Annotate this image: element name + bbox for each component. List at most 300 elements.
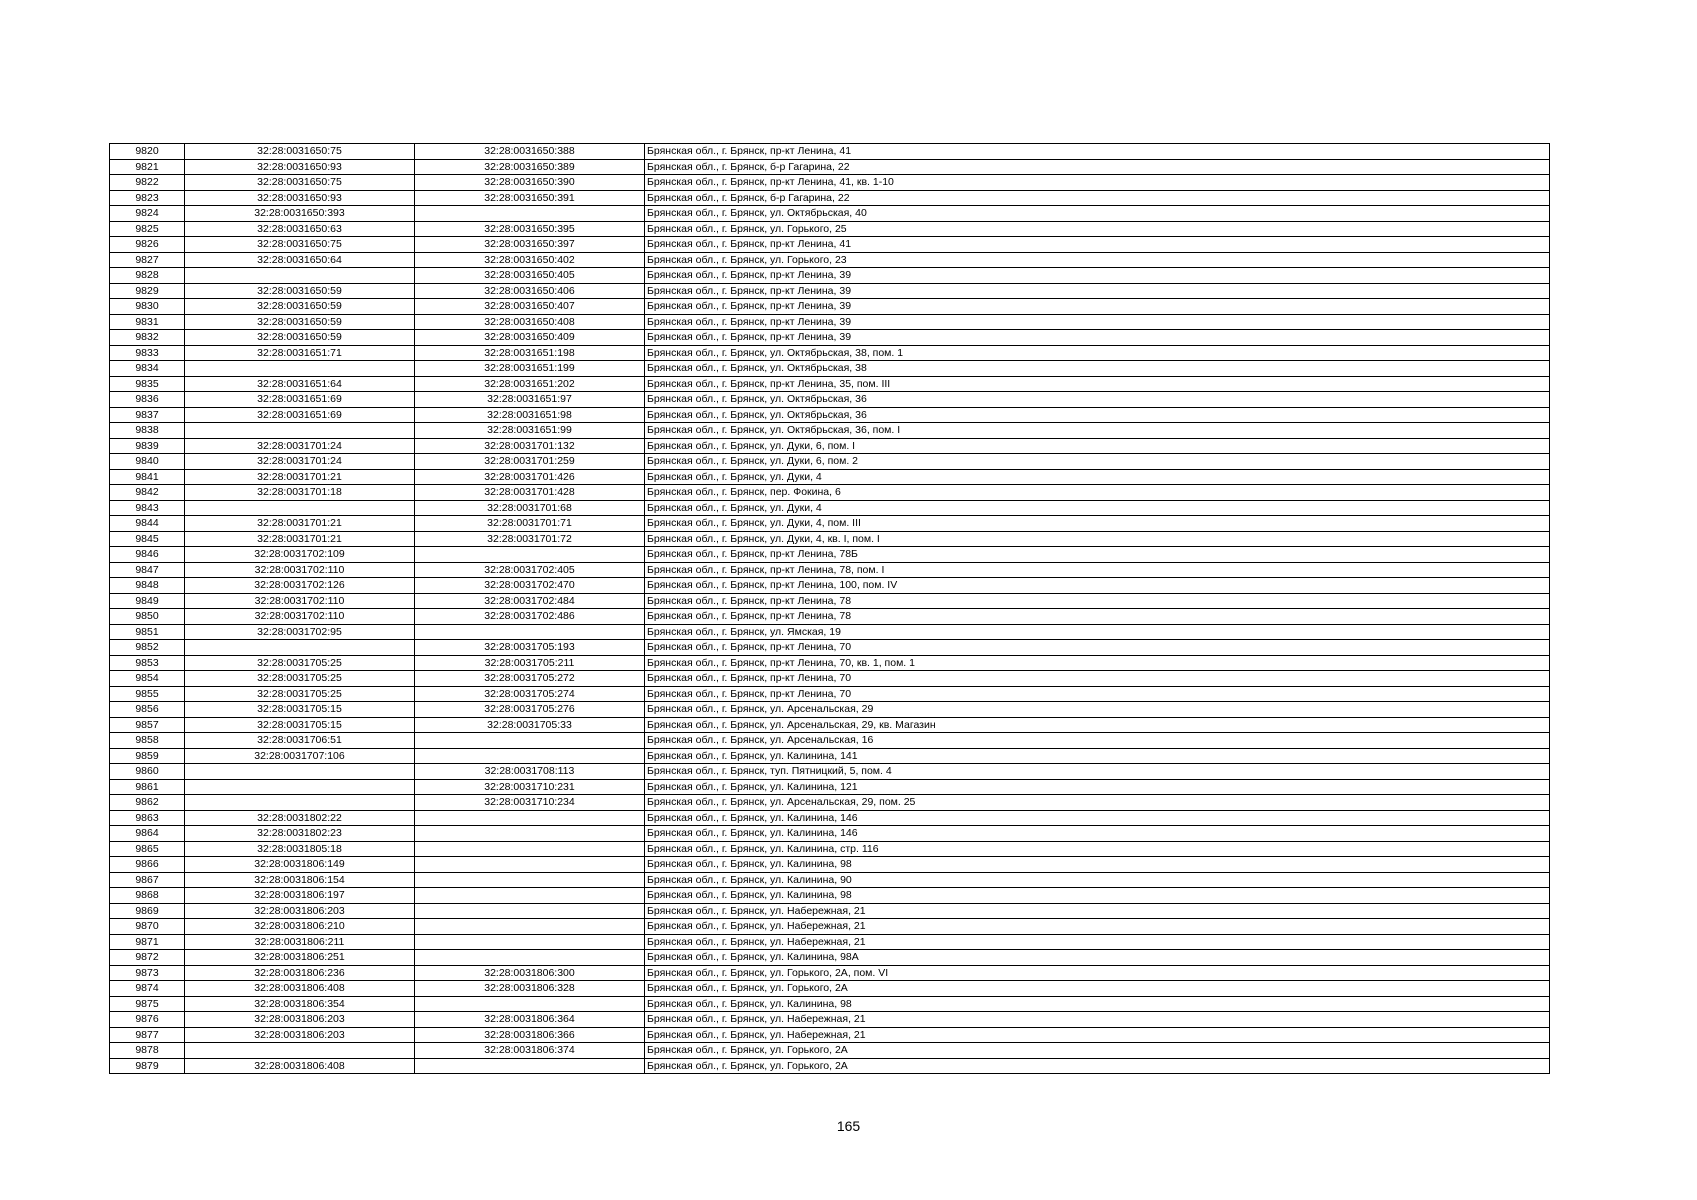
address-cell: Брянская обл., г. Брянск, пр-кт Ленина, 39: [645, 283, 1550, 299]
table-row: [110, 593, 1550, 609]
row-number-cell: 9841: [110, 469, 185, 485]
object-cadastral-number-cell: 32:28:0031708:113: [415, 764, 645, 780]
row-number-cell: 9827: [110, 252, 185, 268]
object-cadastral-number-cell: 32:28:0031651:202: [415, 376, 645, 392]
row-number-cell: 9865: [110, 841, 185, 857]
row-number-cell: 9844: [110, 516, 185, 532]
object-cadastral-number-cell: 32:28:0031701:68: [415, 500, 645, 516]
address-cell: Брянская обл., г. Брянск, ул. Набережная, 21: [645, 919, 1550, 935]
row-number-cell: 9867: [110, 872, 185, 888]
address-cell: Брянская обл., г. Брянск, ул. Горького, 23: [645, 252, 1550, 268]
object-cadastral-number-cell: 32:28:0031650:389: [415, 159, 645, 175]
object-cadastral-number-cell: [415, 934, 645, 950]
address-cell: Брянская обл., г. Брянск, ул. Калинина, 90: [645, 872, 1550, 888]
table-row: [110, 981, 1550, 997]
address-cell: Брянская обл., г. Брянск, ул. Калинина, стр. 116: [645, 841, 1550, 857]
table-row: [110, 702, 1550, 718]
table-row: [110, 826, 1550, 842]
object-cadastral-number-cell: 32:28:0031650:407: [415, 299, 645, 315]
row-number-cell: 9866: [110, 857, 185, 873]
object-cadastral-number-cell: [415, 733, 645, 749]
land-cadastral-number-cell: 32:28:0031701:18: [185, 485, 415, 501]
land-cadastral-number-cell: [185, 795, 415, 811]
address-cell: Брянская обл., г. Брянск, ул. Дуки, 4: [645, 500, 1550, 516]
table-row: [110, 655, 1550, 671]
table-row: [110, 671, 1550, 687]
table-row: [110, 252, 1550, 268]
row-number-cell: 9839: [110, 438, 185, 454]
table-row: [110, 438, 1550, 454]
table-row: [110, 624, 1550, 640]
address-cell: Брянская обл., г. Брянск, пр-кт Ленина, 78: [645, 593, 1550, 609]
row-number-cell: 9843: [110, 500, 185, 516]
object-cadastral-number-cell: [415, 950, 645, 966]
object-cadastral-number-cell: [415, 206, 645, 222]
row-number-cell: 9877: [110, 1027, 185, 1043]
object-cadastral-number-cell: 32:28:0031705:211: [415, 655, 645, 671]
land-cadastral-number-cell: 32:28:0031651:69: [185, 407, 415, 423]
object-cadastral-number-cell: 32:28:0031806:364: [415, 1012, 645, 1028]
address-cell: Брянская обл., г. Брянск, б-р Гагарина, 22: [645, 190, 1550, 206]
address-cell: Брянская обл., г. Брянск, ул. Октябрьская, 38, пом. 1: [645, 345, 1550, 361]
table-row: [110, 206, 1550, 222]
page-number: 165: [836, 1118, 861, 1134]
row-number-cell: 9872: [110, 950, 185, 966]
row-number-cell: 9846: [110, 547, 185, 563]
object-cadastral-number-cell: [415, 919, 645, 935]
land-cadastral-number-cell: [185, 779, 415, 795]
land-cadastral-number-cell: 32:28:0031650:59: [185, 283, 415, 299]
address-cell: Брянская обл., г. Брянск, пр-кт Ленина, 35, пом. III: [645, 376, 1550, 392]
object-cadastral-number-cell: [415, 826, 645, 842]
address-cell: Брянская обл., г. Брянск, ул. Калинина, 146: [645, 810, 1550, 826]
address-cell: Брянская обл., г. Брянск, ул. Ямская, 19: [645, 624, 1550, 640]
object-cadastral-number-cell: 32:28:0031650:406: [415, 283, 645, 299]
table-row: [110, 407, 1550, 423]
table-row: [110, 361, 1550, 377]
object-cadastral-number-cell: 32:28:0031651:199: [415, 361, 645, 377]
address-cell: Брянская обл., г. Брянск, ул. Набережная, 21: [645, 903, 1550, 919]
object-cadastral-number-cell: [415, 748, 645, 764]
address-cell: Брянская обл., г. Брянск, пр-кт Ленина, 39: [645, 330, 1550, 346]
land-cadastral-number-cell: 32:28:0031806:203: [185, 903, 415, 919]
object-cadastral-number-cell: 32:28:0031702:486: [415, 609, 645, 625]
address-cell: Брянская обл., г. Брянск, пр-кт Ленина, 41, кв. 1-10: [645, 175, 1550, 191]
land-cadastral-number-cell: 32:28:0031650:59: [185, 299, 415, 315]
address-cell: Брянская обл., г. Брянск, пр-кт Ленина, 41: [645, 237, 1550, 253]
object-cadastral-number-cell: 32:28:0031705:272: [415, 671, 645, 687]
object-cadastral-number-cell: 32:28:0031702:470: [415, 578, 645, 594]
address-cell: Брянская обл., г. Брянск, ул. Дуки, 4, кв. I, пом. I: [645, 531, 1550, 547]
object-cadastral-number-cell: 32:28:0031651:98: [415, 407, 645, 423]
address-cell: Брянская обл., г. Брянск, пр-кт Ленина, 70: [645, 671, 1550, 687]
object-cadastral-number-cell: 32:28:0031650:388: [415, 144, 645, 160]
address-cell: Брянская обл., г. Брянск, пр-кт Ленина, 39: [645, 299, 1550, 315]
row-number-cell: 9859: [110, 748, 185, 764]
address-cell: Брянская обл., г. Брянск, б-р Гагарина, 22: [645, 159, 1550, 175]
table-row: [110, 919, 1550, 935]
row-number-cell: 9871: [110, 934, 185, 950]
land-cadastral-number-cell: 32:28:0031701:21: [185, 469, 415, 485]
object-cadastral-number-cell: [415, 872, 645, 888]
object-cadastral-number-cell: 32:28:0031650:402: [415, 252, 645, 268]
object-cadastral-number-cell: 32:28:0031702:405: [415, 562, 645, 578]
row-number-cell: 9847: [110, 562, 185, 578]
address-cell: Брянская обл., г. Брянск, ул. Арсенальская, 29: [645, 702, 1550, 718]
table-row: [110, 314, 1550, 330]
table-row: [110, 748, 1550, 764]
table-row: [110, 686, 1550, 702]
object-cadastral-number-cell: 32:28:0031806:328: [415, 981, 645, 997]
row-number-cell: 9828: [110, 268, 185, 284]
land-cadastral-number-cell: 32:28:0031802:22: [185, 810, 415, 826]
land-cadastral-number-cell: [185, 500, 415, 516]
object-cadastral-number-cell: [415, 547, 645, 563]
row-number-cell: 9864: [110, 826, 185, 842]
row-number-cell: 9855: [110, 686, 185, 702]
address-cell: Брянская обл., г. Брянск, пер. Фокина, 6: [645, 485, 1550, 501]
row-number-cell: 9878: [110, 1043, 185, 1059]
land-cadastral-number-cell: 32:28:0031806:203: [185, 1027, 415, 1043]
address-cell: Брянская обл., г. Брянск, ул. Арсенальская, 29, кв. Магазин: [645, 717, 1550, 733]
row-number-cell: 9837: [110, 407, 185, 423]
object-cadastral-number-cell: 32:28:0031650:408: [415, 314, 645, 330]
object-cadastral-number-cell: 32:28:0031650:391: [415, 190, 645, 206]
table-row: [110, 283, 1550, 299]
row-number-cell: 9833: [110, 345, 185, 361]
row-number-cell: 9850: [110, 609, 185, 625]
land-cadastral-number-cell: 32:28:0031650:393: [185, 206, 415, 222]
row-number-cell: 9831: [110, 314, 185, 330]
table-row: [110, 764, 1550, 780]
address-cell: Брянская обл., г. Брянск, ул. Набережная, 21: [645, 1027, 1550, 1043]
row-number-cell: 9824: [110, 206, 185, 222]
address-cell: Брянская обл., г. Брянск, ул. Октябрьская, 36, пом. I: [645, 423, 1550, 439]
address-cell: Брянская обл., г. Брянск, ул. Горького, 2А, пом. VI: [645, 965, 1550, 981]
address-cell: Брянская обл., г. Брянск, ул. Октябрьская, 40: [645, 206, 1550, 222]
table-row: [110, 299, 1550, 315]
land-cadastral-number-cell: 32:28:0031705:25: [185, 671, 415, 687]
row-number-cell: 9856: [110, 702, 185, 718]
table-row: [110, 779, 1550, 795]
address-cell: Брянская обл., г. Брянск, ул. Калинина, 121: [645, 779, 1550, 795]
row-number-cell: 9876: [110, 1012, 185, 1028]
land-cadastral-number-cell: 32:28:0031806:149: [185, 857, 415, 873]
row-number-cell: 9834: [110, 361, 185, 377]
row-number-cell: 9830: [110, 299, 185, 315]
table-row: [110, 1027, 1550, 1043]
table-row: [110, 144, 1550, 160]
address-cell: Брянская обл., г. Брянск, ул. Набережная, 21: [645, 1012, 1550, 1028]
address-cell: Брянская обл., г. Брянск, ул. Калинина, 98: [645, 857, 1550, 873]
row-number-cell: 9874: [110, 981, 185, 997]
object-cadastral-number-cell: 32:28:0031806:374: [415, 1043, 645, 1059]
land-cadastral-number-cell: 32:28:0031702:109: [185, 547, 415, 563]
table-row: [110, 903, 1550, 919]
object-cadastral-number-cell: 32:28:0031710:234: [415, 795, 645, 811]
address-cell: Брянская обл., г. Брянск, туп. Пятницкий, 5, пом. 4: [645, 764, 1550, 780]
row-number-cell: 9857: [110, 717, 185, 733]
object-cadastral-number-cell: 32:28:0031705:193: [415, 640, 645, 656]
land-cadastral-number-cell: 32:28:0031701:24: [185, 454, 415, 470]
row-number-cell: 9879: [110, 1058, 185, 1074]
table-row: [110, 1043, 1550, 1059]
table-row: [110, 376, 1550, 392]
address-cell: Брянская обл., г. Брянск, пр-кт Ленина, 70, кв. 1, пом. 1: [645, 655, 1550, 671]
table-row: [110, 469, 1550, 485]
object-cadastral-number-cell: [415, 624, 645, 640]
land-cadastral-number-cell: [185, 640, 415, 656]
object-cadastral-number-cell: [415, 903, 645, 919]
land-cadastral-number-cell: 32:28:0031650:59: [185, 330, 415, 346]
table-row: [110, 996, 1550, 1012]
land-cadastral-number-cell: 32:28:0031650:75: [185, 144, 415, 160]
address-cell: Брянская обл., г. Брянск, ул. Горького, 2А: [645, 1058, 1550, 1074]
address-cell: Брянская обл., г. Брянск, ул. Калинина, 98: [645, 888, 1550, 904]
object-cadastral-number-cell: 32:28:0031705:33: [415, 717, 645, 733]
table-row: [110, 330, 1550, 346]
object-cadastral-number-cell: 32:28:0031650:390: [415, 175, 645, 191]
land-cadastral-number-cell: 32:28:0031806:197: [185, 888, 415, 904]
address-cell: Брянская обл., г. Брянск, пр-кт Ленина, 100, пом. IV: [645, 578, 1550, 594]
table-row: [110, 268, 1550, 284]
land-cadastral-number-cell: 32:28:0031806:203: [185, 1012, 415, 1028]
land-cadastral-number-cell: [185, 1043, 415, 1059]
land-cadastral-number-cell: 32:28:0031705:25: [185, 686, 415, 702]
land-cadastral-number-cell: 32:28:0031651:69: [185, 392, 415, 408]
object-cadastral-number-cell: [415, 888, 645, 904]
table-row: [110, 190, 1550, 206]
land-cadastral-number-cell: 32:28:0031701:24: [185, 438, 415, 454]
row-number-cell: 9838: [110, 423, 185, 439]
land-cadastral-number-cell: [185, 268, 415, 284]
row-number-cell: 9863: [110, 810, 185, 826]
row-number-cell: 9852: [110, 640, 185, 656]
table-row: [110, 950, 1550, 966]
address-cell: Брянская обл., г. Брянск, ул. Калинина, 141: [645, 748, 1550, 764]
land-cadastral-number-cell: 32:28:0031707:106: [185, 748, 415, 764]
row-number-cell: 9840: [110, 454, 185, 470]
address-cell: Брянская обл., г. Брянск, ул. Арсенальская, 16: [645, 733, 1550, 749]
table-row: [110, 531, 1550, 547]
land-cadastral-number-cell: 32:28:0031702:110: [185, 593, 415, 609]
table-row: [110, 175, 1550, 191]
address-cell: Брянская обл., г. Брянск, ул. Арсенальская, 29, пом. 25: [645, 795, 1550, 811]
address-cell: Брянская обл., г. Брянск, ул. Октябрьская, 36: [645, 392, 1550, 408]
object-cadastral-number-cell: 32:28:0031650:409: [415, 330, 645, 346]
address-cell: Брянская обл., г. Брянск, пр-кт Ленина, 78, пом. I: [645, 562, 1550, 578]
object-cadastral-number-cell: 32:28:0031701:426: [415, 469, 645, 485]
row-number-cell: 9862: [110, 795, 185, 811]
object-cadastral-number-cell: 32:28:0031701:428: [415, 485, 645, 501]
table-row: [110, 562, 1550, 578]
object-cadastral-number-cell: 32:28:0031701:71: [415, 516, 645, 532]
address-cell: Брянская обл., г. Брянск, пр-кт Ленина, 78: [645, 609, 1550, 625]
row-number-cell: 9858: [110, 733, 185, 749]
table-row: [110, 841, 1550, 857]
table-row: [110, 454, 1550, 470]
row-number-cell: 9842: [110, 485, 185, 501]
table-row: [110, 159, 1550, 175]
land-cadastral-number-cell: 32:28:0031806:408: [185, 981, 415, 997]
table-row: [110, 423, 1550, 439]
land-cadastral-number-cell: 32:28:0031806:354: [185, 996, 415, 1012]
address-cell: Брянская обл., г. Брянск, ул. Калинина, 98А: [645, 950, 1550, 966]
table-row: [110, 888, 1550, 904]
land-cadastral-number-cell: 32:28:0031702:95: [185, 624, 415, 640]
land-cadastral-number-cell: [185, 361, 415, 377]
land-cadastral-number-cell: 32:28:0031651:71: [185, 345, 415, 361]
table-row: [110, 810, 1550, 826]
table-row: [110, 934, 1550, 950]
land-cadastral-number-cell: 32:28:0031702:110: [185, 609, 415, 625]
row-number-cell: 9835: [110, 376, 185, 392]
land-cadastral-number-cell: 32:28:0031806:210: [185, 919, 415, 935]
row-number-cell: 9845: [110, 531, 185, 547]
table-row: [110, 485, 1550, 501]
table-row: [110, 500, 1550, 516]
address-cell: Брянская обл., г. Брянск, пр-кт Ленина, 39: [645, 268, 1550, 284]
land-cadastral-number-cell: 32:28:0031650:93: [185, 159, 415, 175]
table-row: [110, 392, 1550, 408]
object-cadastral-number-cell: 32:28:0031650:395: [415, 221, 645, 237]
object-cadastral-number-cell: 32:28:0031701:132: [415, 438, 645, 454]
row-number-cell: 9836: [110, 392, 185, 408]
address-cell: Брянская обл., г. Брянск, ул. Горького, 25: [645, 221, 1550, 237]
object-cadastral-number-cell: 32:28:0031701:72: [415, 531, 645, 547]
land-cadastral-number-cell: 32:28:0031650:93: [185, 190, 415, 206]
land-cadastral-number-cell: 32:28:0031701:21: [185, 531, 415, 547]
row-number-cell: 9853: [110, 655, 185, 671]
row-number-cell: 9873: [110, 965, 185, 981]
row-number-cell: 9860: [110, 764, 185, 780]
object-cadastral-number-cell: 32:28:0031702:484: [415, 593, 645, 609]
table-row: [110, 733, 1550, 749]
address-cell: Брянская обл., г. Брянск, ул. Калинина, 98: [645, 996, 1550, 1012]
land-cadastral-number-cell: 32:28:0031705:15: [185, 702, 415, 718]
land-cadastral-number-cell: 32:28:0031650:64: [185, 252, 415, 268]
address-cell: Брянская обл., г. Брянск, ул. Дуки, 4: [645, 469, 1550, 485]
address-cell: Брянская обл., г. Брянск, ул. Октябрьская, 38: [645, 361, 1550, 377]
object-cadastral-number-cell: [415, 1058, 645, 1074]
table-row: [110, 1058, 1550, 1074]
table-row: [110, 345, 1550, 361]
object-cadastral-number-cell: [415, 810, 645, 826]
land-cadastral-number-cell: 32:28:0031651:64: [185, 376, 415, 392]
address-cell: Брянская обл., г. Брянск, ул. Горького, 2А: [645, 1043, 1550, 1059]
land-cadastral-number-cell: 32:28:0031806:154: [185, 872, 415, 888]
table-body: [110, 144, 1550, 1074]
object-cadastral-number-cell: 32:28:0031701:259: [415, 454, 645, 470]
land-cadastral-number-cell: 32:28:0031701:21: [185, 516, 415, 532]
address-cell: Брянская обл., г. Брянск, пр-кт Ленина, 39: [645, 314, 1550, 330]
land-cadastral-number-cell: 32:28:0031702:110: [185, 562, 415, 578]
row-number-cell: 9825: [110, 221, 185, 237]
row-number-cell: 9822: [110, 175, 185, 191]
row-number-cell: 9832: [110, 330, 185, 346]
table-row: [110, 609, 1550, 625]
row-number-cell: 9829: [110, 283, 185, 299]
row-number-cell: 9869: [110, 903, 185, 919]
land-cadastral-number-cell: 32:28:0031706:51: [185, 733, 415, 749]
object-cadastral-number-cell: 32:28:0031651:97: [415, 392, 645, 408]
table-row: [110, 547, 1550, 563]
row-number-cell: 9854: [110, 671, 185, 687]
land-cadastral-number-cell: 32:28:0031650:59: [185, 314, 415, 330]
address-cell: Брянская обл., г. Брянск, ул. Октябрьская, 36: [645, 407, 1550, 423]
table-row: [110, 578, 1550, 594]
row-number-cell: 9870: [110, 919, 185, 935]
object-cadastral-number-cell: 32:28:0031650:405: [415, 268, 645, 284]
table-row: [110, 717, 1550, 733]
land-cadastral-number-cell: 32:28:0031650:63: [185, 221, 415, 237]
row-number-cell: 9868: [110, 888, 185, 904]
address-cell: Брянская обл., г. Брянск, ул. Дуки, 6, пом. I: [645, 438, 1550, 454]
address-cell: Брянская обл., г. Брянск, ул. Дуки, 6, пом. 2: [645, 454, 1550, 470]
row-number-cell: 9849: [110, 593, 185, 609]
object-cadastral-number-cell: [415, 841, 645, 857]
land-cadastral-number-cell: [185, 764, 415, 780]
table-row: [110, 795, 1550, 811]
cadastral-table: [109, 143, 1550, 1074]
table-row: [110, 857, 1550, 873]
row-number-cell: 9826: [110, 237, 185, 253]
row-number-cell: 9823: [110, 190, 185, 206]
address-cell: Брянская обл., г. Брянск, ул. Калинина, 146: [645, 826, 1550, 842]
land-cadastral-number-cell: [185, 423, 415, 439]
object-cadastral-number-cell: 32:28:0031651:198: [415, 345, 645, 361]
table-row: [110, 965, 1550, 981]
address-cell: Брянская обл., г. Брянск, ул. Набережная, 21: [645, 934, 1550, 950]
table-row: [110, 221, 1550, 237]
land-cadastral-number-cell: 32:28:0031650:75: [185, 175, 415, 191]
table-row: [110, 237, 1550, 253]
row-number-cell: 9875: [110, 996, 185, 1012]
land-cadastral-number-cell: 32:28:0031806:211: [185, 934, 415, 950]
land-cadastral-number-cell: 32:28:0031705:15: [185, 717, 415, 733]
row-number-cell: 9820: [110, 144, 185, 160]
address-cell: Брянская обл., г. Брянск, ул. Дуки, 4, пом. III: [645, 516, 1550, 532]
row-number-cell: 9851: [110, 624, 185, 640]
object-cadastral-number-cell: 32:28:0031806:366: [415, 1027, 645, 1043]
object-cadastral-number-cell: 32:28:0031650:397: [415, 237, 645, 253]
row-number-cell: 9861: [110, 779, 185, 795]
address-cell: Брянская обл., г. Брянск, пр-кт Ленина, 70: [645, 640, 1550, 656]
object-cadastral-number-cell: 32:28:0031710:231: [415, 779, 645, 795]
object-cadastral-number-cell: 32:28:0031651:99: [415, 423, 645, 439]
object-cadastral-number-cell: [415, 996, 645, 1012]
address-cell: Брянская обл., г. Брянск, пр-кт Ленина, 70: [645, 686, 1550, 702]
object-cadastral-number-cell: 32:28:0031705:276: [415, 702, 645, 718]
land-cadastral-number-cell: 32:28:0031806:251: [185, 950, 415, 966]
land-cadastral-number-cell: 32:28:0031702:126: [185, 578, 415, 594]
land-cadastral-number-cell: 32:28:0031802:23: [185, 826, 415, 842]
land-cadastral-number-cell: 32:28:0031650:75: [185, 237, 415, 253]
row-number-cell: 9848: [110, 578, 185, 594]
address-cell: Брянская обл., г. Брянск, пр-кт Ленина, 78Б: [645, 547, 1550, 563]
land-cadastral-number-cell: 32:28:0031806:408: [185, 1058, 415, 1074]
object-cadastral-number-cell: 32:28:0031806:300: [415, 965, 645, 981]
table-row: [110, 516, 1550, 532]
table-row: [110, 872, 1550, 888]
land-cadastral-number-cell: 32:28:0031806:236: [185, 965, 415, 981]
land-cadastral-number-cell: 32:28:0031805:18: [185, 841, 415, 857]
address-cell: Брянская обл., г. Брянск, ул. Горького, 2А: [645, 981, 1550, 997]
object-cadastral-number-cell: [415, 857, 645, 873]
table-row: [110, 640, 1550, 656]
address-cell: Брянская обл., г. Брянск, пр-кт Ленина, 41: [645, 144, 1550, 160]
object-cadastral-number-cell: 32:28:0031705:274: [415, 686, 645, 702]
